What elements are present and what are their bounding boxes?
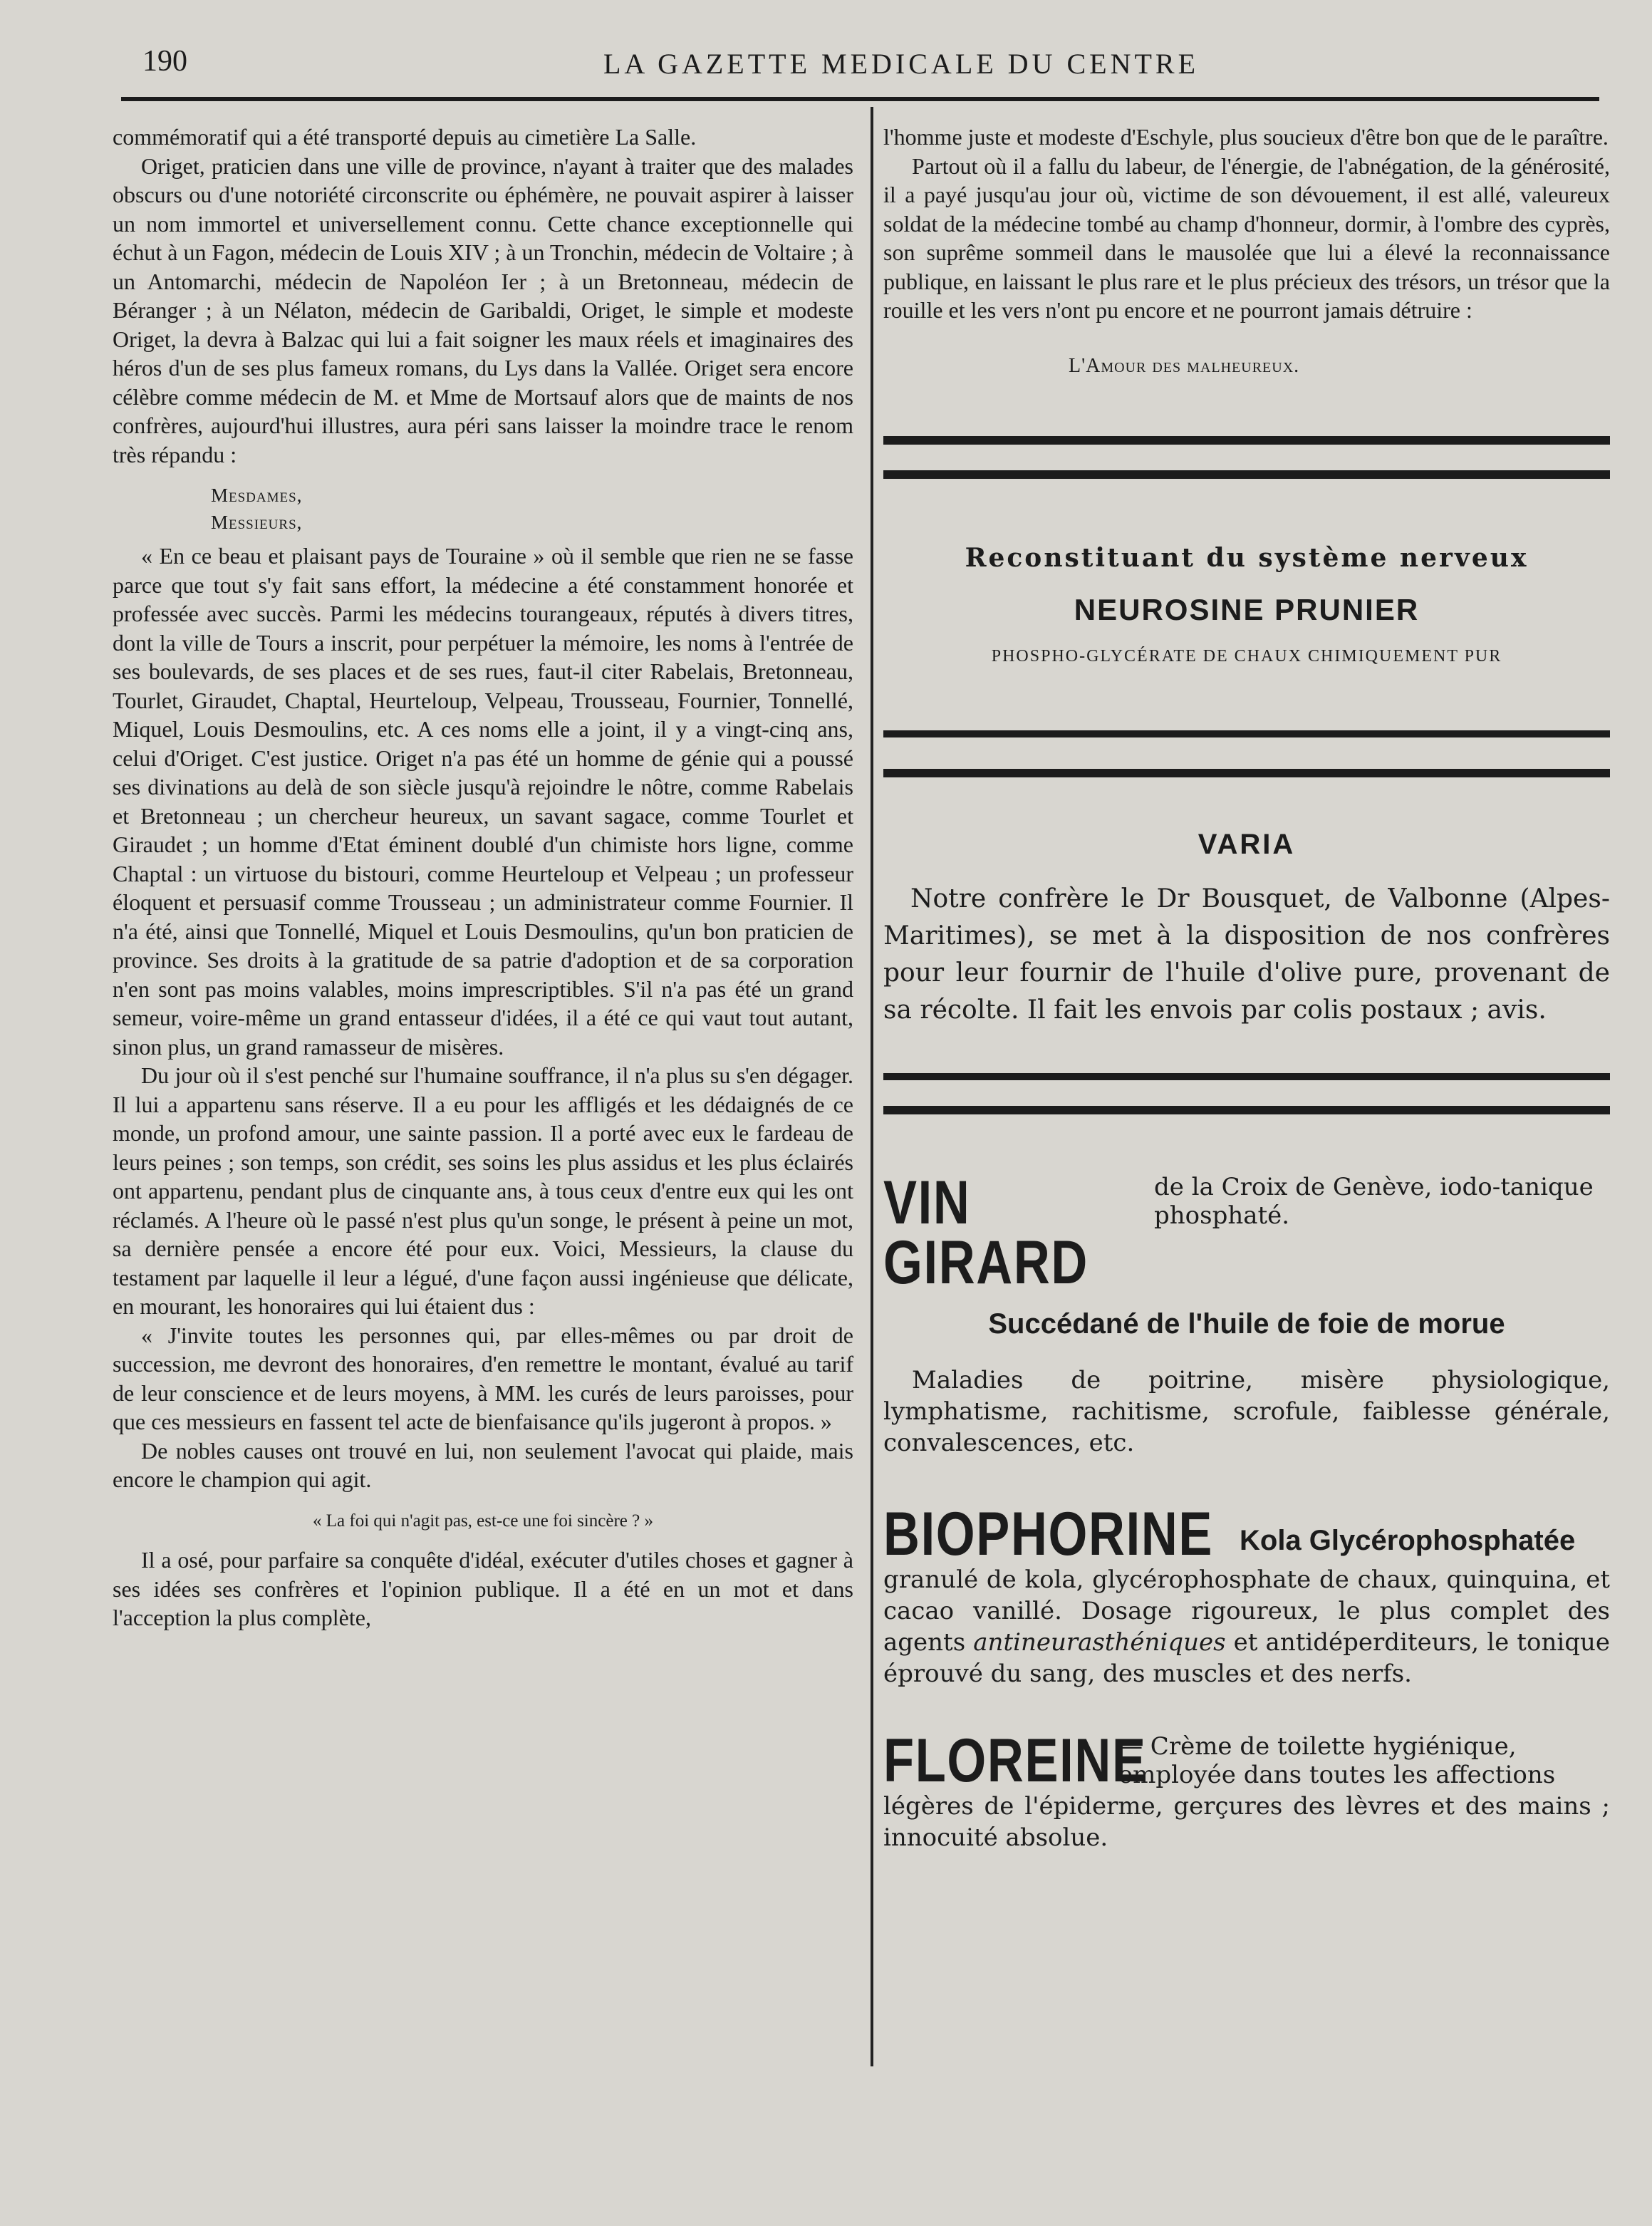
page-header [114,44,1603,94]
salutation-line: Messieurs, [211,512,303,533]
paragraph: Origet, praticien dans une ville de province, n'ayant à traiter que des malades obscurs ou d'une notoriété circonscrite ou éphémère, ne pouvait aspirer à laisser un nom immortel et universellement connu. Cette chance exceptionnelle qui échut à un Fagon, médecin de Louis XIV ; à un Tronchin, médecin de Voltaire ; à un Antomarchi, médecin de Napoléon Ier ; à un Bretonneau, médecin de Béranger ; à un Nélaton, médecin de Garibaldi, Origet, le simple et modeste Origet, la devra à Balzac qui lui a fait soigner les maux réels et imaginaires des héros d'un de ses plus fameux romans, du Lys dans la Vallée. Origet sera encore célèbre comme médecin de M. et Mme de Mortsauf alors que de maints de nos confrères, aujourd'hui illustres, aura péri sans laisser la moindre trace le renom très répandu : [113,152,853,467]
ad-subtitle: PHOSPHO-GLYCÉRATE DE CHAUX CHIMIQUEMENT PUR [991,646,1502,666]
section-rule [883,769,1610,777]
ad-biophorine [883,1499,1610,1689]
ad-body-emphasis: antineurasthéniques [973,1627,1226,1657]
paragraph: Du jour où il s'est penché sur l'humaine souffrance, il n'a plus su s'en dégager. Il lui a appartenu sans réserve. Il a eu pour les affligés et les dédaignés de ce monde, un profond amour, une sainte passion. Il a porté avec eux le fardeau de leurs peines ; son temps, son crédit, ses soins les plus assidus et les plus éclairés ont appartenu, pendant plus de cinquante ans, à tous ceux d'entre eux qui les ont réclamés. A l'heure où le passé n'est plus qu'un songe, le présent à peine un mot, sa dernière pensée a encore été pour eux. Voici, Messieurs, la clause du testament par laquelle il leur a légué, d'une façon aussi ingénieuse que délicate, en mourant, les honoraires qui lui étaient dus : [113,1062,853,1319]
ad-floreine [883,1726,1610,1853]
section-rule [883,436,1610,445]
ad-heading: Succédané de l'huile de foie de morue [988,1308,1505,1340]
ad-brand: NEUROSINE PRUNIER [1074,592,1420,626]
ad-body: Maladies de poitrine, misère physiologique, lymphatisme, rachitisme, scrofule, faiblesse générale, convalescences, etc. [883,1365,1610,1457]
paragraph: Partout où il a fallu du labeur, de l'énergie, de l'abnégation, de la générosité, il a payé jusqu'au jour où, victime de son dévouement, il est allé, valeureux soldat de la médecine tombé au champ d'honneur, dormir, à l'ombre des cyprès, son suprême sommeil dans le mausolée que lui a élevé la reconnaissance publique, en laissant le plus rare et le plus précieux des trésors, un trésor que la rouille et les vers n'ont pu encore et ne pourront jamais détruire : [883,152,1610,323]
section-rule [883,1106,1610,1114]
column-divider [871,107,873,2066]
journal-title: LA GAZETTE MEDICALE DU CENTRE [603,48,1199,80]
varia-text: Notre confrère le Dr Bousquet, de Valbonne (Alpes-Maritimes), se met à la disposition de nos confrères pour leur fournir de l'huile d'olive pure, provenant de sa récolte. Il fait les envois par colis postaux ; avis. [883,884,1610,1025]
right-column [883,123,1610,1853]
section-rule [883,730,1610,737]
header-rule [121,97,1599,101]
ad-description: — Crème de toilette hygiénique, employée dans toutes les affections [1118,1731,1556,1789]
salutation [211,482,853,536]
section-rule [883,1073,1610,1080]
ad-logo: BIOPHORINE [883,1499,1214,1568]
ad-logo: FLOREINE [883,1726,1147,1795]
page-number: 190 [142,45,187,78]
paragraph: De nobles causes ont trouvé en lui, non seulement l'avocat qui plaide, mais encore le champion qui agit. [113,1437,853,1492]
ad-tagline: Kola Glycérophosphatée [1240,1524,1576,1556]
ad-body: légères de l'épiderme, gerçures des lèvres et des mains ; innocuité absolue. [883,1791,1610,1852]
ad-vin-girard [883,1168,1610,1459]
paragraph: l'homme juste et modeste d'Eschyle, plus soucieux d'être bon que de le paraître. [883,124,1609,150]
varia-section [883,829,1610,1029]
ad-body-text: granulé de kola, glycérophosphate de chaux, quinquina, et cacao vanillé. Dosage rigoureux, le plus complet des agents [883,1565,1610,1657]
ad-title: Reconstituant du système nerveux [965,542,1529,573]
paragraph: « J'invite toutes les personnes qui, par elles-mêmes ou par droit de succession, me devront des honoraires, d'en remettre le montant, évalué au tarif de leur conscience et de leurs moyens, à MM. les curés de leurs paroisses, pour que ces messieurs en fassent tel acte de bienfaisance qu'ils jugeront à propos. » [113,1322,853,1434]
paragraph: « En ce beau et plaisant pays de Touraine » où il semble que rien ne se fasse parce que tout s'y fait sans effort, la médecine a été constamment honorée et professée avec succès. Parmi les médecins tourangeaux, réputés à divers titres, dont la ville de Tours a inscrit, pour perpétuer la mémoire, les noms à l'entrée de ses boulevards, de ses places et de ses rues, faut-il citer Rabelais, Bretonneau, Tourlet, Giraudet, Chaptal, Heurteloup, Velpeau, Trousseau, Fournier, Tonnellé, Miquel, Louis Desmoulins, etc. A ces noms elle a joint, il y a vingt-cinq ans, celui d'Origet. C'est justice. Origet n'a pas été un homme de génie qui a poussé ses divinations au delà de son siècle jusqu'à rejoindre le nôtre, comme Rabelais et Bretonneau ; un chercheur heureux, un savant sagace, comme Tourlet et Giraudet ; un homme d'Etat éminent doublé d'un chimiste hors ligne, comme Chaptal : un virtuose du bistouri, comme Heurteloup et Velpeau ; un professeur éloquent et persuasif comme Trousseau ; un administrateur comme Fournier. Il n'a été, ainsi que Tonnellé, Miquel et Louis Desmoulins, qu'un bon praticien de province. Ses droits à la gratitude de sa patrie d'adoption et de sa corporation n'en sont pas moins valables, moins imprescriptibles. S'il n'a pas été un grand semeur, voire-même un grand entasseur d'idées, il a été ce qui vaut tout autant, sinon plus, un grand ramasseur de misères. [113,543,853,1060]
left-column [113,123,853,1632]
paragraph: commémoratif qui a été transporté depuis au cimetière La Salle. [113,124,697,150]
section-title: VARIA [1198,828,1296,860]
ad-neurosine [883,543,1610,666]
ad-body [883,1564,1610,1689]
section-rule [883,470,1610,479]
signature: L'Amour des malheureux. [1069,354,1300,377]
ad-logo: VIN GIRARD [883,1168,1089,1297]
paragraph: Il a osé, pour parfaire sa conquête d'idéal, exécuter d'utiles choses et gagner à ses idées ses confrères et l'opinion publique. Il a été en un mot et dans l'acception la plus complète, [113,1547,853,1630]
salutation-line: Mesdames, [211,485,303,506]
quote-line: « La foi qui n'agit pas, est-ce une foi sincère ? » [313,1511,653,1531]
ad-body-text: et antidéperditeurs, le tonique éprouvé du sang, des muscles et des nerfs. [883,1627,1610,1688]
ad-description: de la Croix de Genève, iodo-tanique phosphaté. [1154,1172,1594,1230]
